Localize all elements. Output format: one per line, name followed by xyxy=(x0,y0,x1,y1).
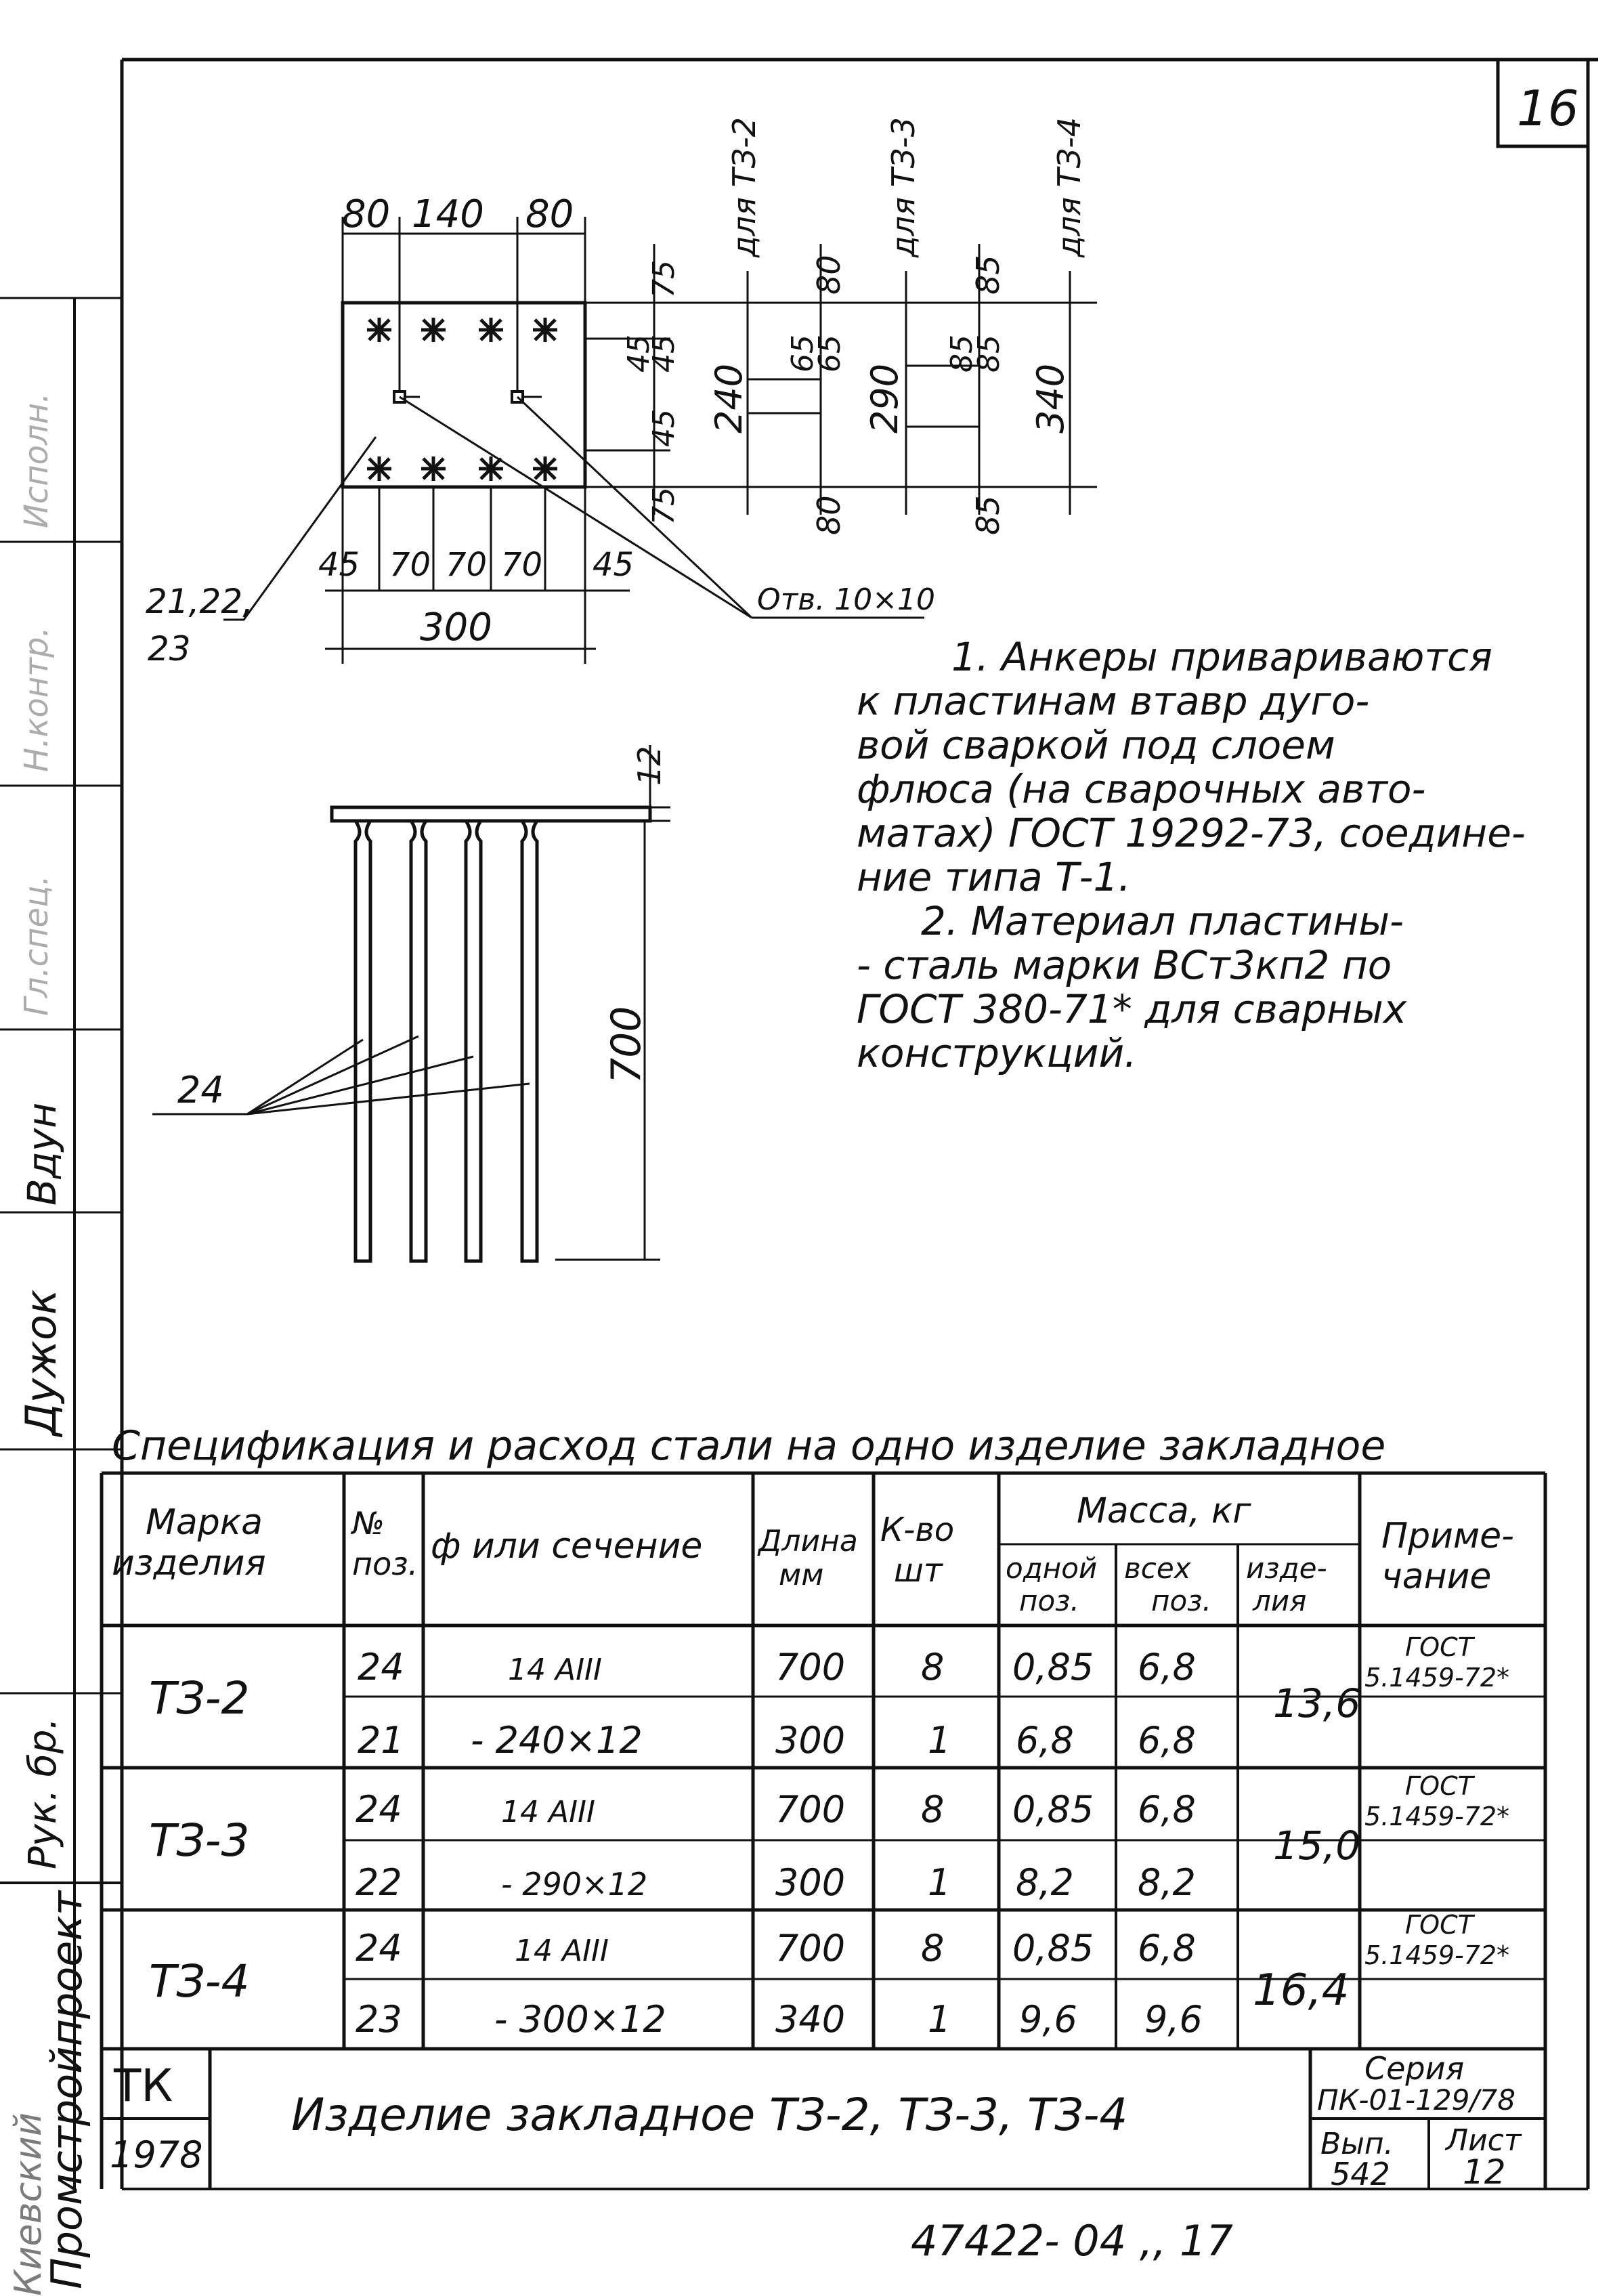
cell-note-2: 5.1459-72* xyxy=(1364,1663,1510,1693)
stamp-faded-2: Н.контр. xyxy=(18,626,56,772)
tb-vyp-label: Вып. xyxy=(1320,2127,1394,2161)
cell-note-1: ГОСТ xyxy=(1405,1632,1474,1662)
cell-section: - 290×12 xyxy=(501,1866,648,1902)
cell-pos: 24 xyxy=(356,1927,402,1970)
tb-series: ПК-01-129/78 xyxy=(1317,2083,1515,2117)
dim-overall: 300 xyxy=(420,605,492,650)
dim-side-2: 45 xyxy=(647,335,681,373)
dim-side-4: 45 xyxy=(647,409,681,447)
cell-all: 9,6 xyxy=(1144,1998,1203,2041)
callout-pos-plate-2: 23 xyxy=(148,629,191,668)
dim-side-3: 45 xyxy=(622,335,656,373)
note-line-8: - сталь марки ВСт3кп2 по xyxy=(857,942,1392,988)
cell-length: 340 xyxy=(775,1998,846,2041)
cell-total: 13,6 xyxy=(1273,1680,1361,1726)
dim-340: 340 xyxy=(1029,363,1072,433)
cell-pos: 23 xyxy=(356,1998,402,2041)
cell-note-2: 5.1459-72* xyxy=(1364,1940,1510,1970)
dim-side-5: 75 xyxy=(647,487,681,525)
cell-all: 6,8 xyxy=(1138,1927,1196,1970)
note-line-9: ГОСТ 380-71* для сварных xyxy=(857,986,1407,1032)
stamp-ruk-label: Рук. бр. xyxy=(21,1717,65,1869)
cell-total: 15,0 xyxy=(1273,1823,1361,1869)
for-label-tz4: для ТЗ-4 xyxy=(1051,117,1088,257)
cell-note-2: 5.1459-72* xyxy=(1364,1802,1510,1831)
dim-bottom-2: 70 xyxy=(389,546,431,584)
hdr-mark-l2: изделия xyxy=(112,1543,266,1583)
dim-col-b-4: 80 xyxy=(811,495,847,535)
dim-bottom-3: 70 xyxy=(446,546,488,584)
cell-section: - 300×12 xyxy=(494,1998,666,2041)
tb-list-label: Лист xyxy=(1446,2123,1522,2158)
cell-pos: 24 xyxy=(356,1788,402,1831)
tb-list: 12 xyxy=(1463,2152,1506,2192)
spec-title: Спецификация и расход стали на одно изделие закладное xyxy=(112,1422,1386,1470)
for-label-tz2: для ТЗ-2 xyxy=(726,117,762,257)
cell-pos: 22 xyxy=(356,1861,402,1904)
dim-col-b-2: 65 xyxy=(786,335,820,373)
tb-year: 1978 xyxy=(110,2133,203,2176)
side-view xyxy=(152,745,670,1261)
dim-290: 290 xyxy=(863,363,906,433)
dim-thickness: 12 xyxy=(631,746,668,786)
tb-vyp: 542 xyxy=(1331,2156,1390,2192)
note-line-4: флюса (на сварочных авто- xyxy=(857,766,1426,812)
cell-qty: 8 xyxy=(921,1788,945,1831)
cell-qty: 1 xyxy=(928,1998,951,2041)
cell-mark: ТЗ-2 xyxy=(149,1672,250,1724)
hdr-qty: К-во шт xyxy=(880,1511,955,1590)
dim-top-2: 140 xyxy=(412,192,484,236)
dim-length: 700 xyxy=(603,1006,650,1084)
callout-pos-plate: 21,22, xyxy=(146,582,254,621)
dim-bottom-4: 70 xyxy=(501,546,543,584)
cell-section: 14 АIII xyxy=(501,1795,596,1829)
cell-all: 8,2 xyxy=(1138,1861,1196,1904)
spec-group-tz3 xyxy=(149,1771,1509,1904)
anchor-bars xyxy=(356,821,537,1261)
note-line-7: 2. Материал пластины- xyxy=(921,898,1404,944)
dim-col-b-1: 80 xyxy=(811,255,847,295)
cell-all: 6,8 xyxy=(1138,1788,1196,1831)
cell-length: 300 xyxy=(775,1719,846,1762)
cell-section: 14 АIII xyxy=(515,1934,609,1968)
cell-one: 0,85 xyxy=(1012,1927,1094,1970)
note-line-3: вой сваркой под слоем xyxy=(857,722,1335,768)
cell-pos: 24 xyxy=(358,1646,404,1688)
stamp-faded-1: Гл.спец. xyxy=(18,875,56,1016)
dim-240: 240 xyxy=(708,363,750,433)
anchor-marks xyxy=(367,318,557,481)
cell-qty: 1 xyxy=(928,1719,951,1762)
tb-code: ТК xyxy=(114,2060,173,2112)
notes xyxy=(857,634,1526,1076)
hdr-mass: Масса, кг xyxy=(1077,1491,1251,1531)
sheet-number: 16 xyxy=(1517,80,1579,137)
cell-one: 6,8 xyxy=(1016,1719,1074,1762)
cell-length: 700 xyxy=(775,1927,846,1970)
note-line-6: ние типа Т-1. xyxy=(857,854,1131,900)
dim-col-b-3: 65 xyxy=(813,335,847,373)
note-line-1: 1. Анкеры привариваются xyxy=(951,634,1492,680)
hdr-length: Длина мм xyxy=(758,1524,858,1592)
footer-stamp: 47422- 04 ,, 17 xyxy=(911,2216,1233,2266)
hdr-section: ф или сечение xyxy=(431,1526,703,1567)
cell-mark: ТЗ-4 xyxy=(149,1955,250,2007)
cell-qty: 8 xyxy=(921,1927,945,1970)
hdr-mass-item: изде- лия xyxy=(1246,1552,1327,1617)
dim-bottom-5: 45 xyxy=(593,546,635,584)
dim-top-1: 80 xyxy=(342,192,391,236)
hdr-mark xyxy=(112,1502,274,1583)
tb-series-label: Серия xyxy=(1364,2050,1465,2087)
hole-label: Отв. 10×10 xyxy=(757,582,936,617)
cell-one: 8,2 xyxy=(1016,1861,1074,1904)
cell-all: 6,8 xyxy=(1138,1719,1196,1762)
dim-top-3: 80 xyxy=(525,192,574,236)
cell-qty: 8 xyxy=(921,1646,945,1688)
note-line-10: конструкций. xyxy=(857,1030,1137,1076)
stamp-faded-3: Исполн. xyxy=(18,392,56,528)
cell-length: 700 xyxy=(775,1646,846,1688)
cell-one: 0,85 xyxy=(1012,1646,1094,1688)
dim-bottom-1: 45 xyxy=(318,546,360,584)
hdr-mass-one: одной поз. xyxy=(1006,1552,1098,1617)
note-line-2: к пластинам втавр дуго- xyxy=(857,678,1370,724)
callout-pos-anchor: 24 xyxy=(177,1069,224,1111)
cell-one: 0,85 xyxy=(1012,1788,1094,1831)
cell-all: 6,8 xyxy=(1138,1646,1196,1688)
hdr-note: Приме- чание xyxy=(1381,1516,1514,1597)
hdr-mass-all: всех поз. xyxy=(1124,1552,1211,1617)
dim-side-1: 75 xyxy=(647,260,681,298)
stamp-signature: Вдун xyxy=(19,1102,65,1206)
cell-pos: 21 xyxy=(358,1719,404,1762)
cell-one: 9,6 xyxy=(1019,1998,1077,2041)
tb-title: Изделие закладное ТЗ-2, ТЗ-3, ТЗ-4 xyxy=(291,2089,1128,2141)
dim-col-c-4: 85 xyxy=(970,495,1006,535)
cell-total: 16,4 xyxy=(1253,1965,1350,2016)
stamp-org-line1: Киевский xyxy=(7,2112,49,2296)
cell-length: 300 xyxy=(775,1861,846,1904)
cell-note-1: ГОСТ xyxy=(1405,1771,1474,1801)
for-label-tz3: для ТЗ-3 xyxy=(885,117,922,257)
cell-note-1: ГОСТ xyxy=(1405,1910,1474,1940)
stamp-name: Дужок xyxy=(16,1289,66,1436)
spec-group-tz4 xyxy=(149,1910,1509,2041)
hdr-pos: № поз. xyxy=(352,1505,418,1582)
dim-col-c-3: 85 xyxy=(972,335,1006,373)
cell-section: 14 АIII xyxy=(508,1653,603,1687)
cell-section: - 240×12 xyxy=(471,1719,643,1762)
stamp-org-line2: Промстройпроект xyxy=(42,1890,91,2289)
cell-qty: 1 xyxy=(928,1861,951,1904)
dim-col-c-2: 85 xyxy=(945,335,979,373)
hdr-mark-l1: Марка xyxy=(146,1502,263,1543)
dim-col-c-1: 85 xyxy=(970,255,1006,295)
cell-length: 700 xyxy=(775,1788,846,1831)
note-line-5: матах) ГОСТ 19292-73, соедине- xyxy=(857,810,1526,856)
cell-mark: ТЗ-3 xyxy=(149,1814,250,1867)
